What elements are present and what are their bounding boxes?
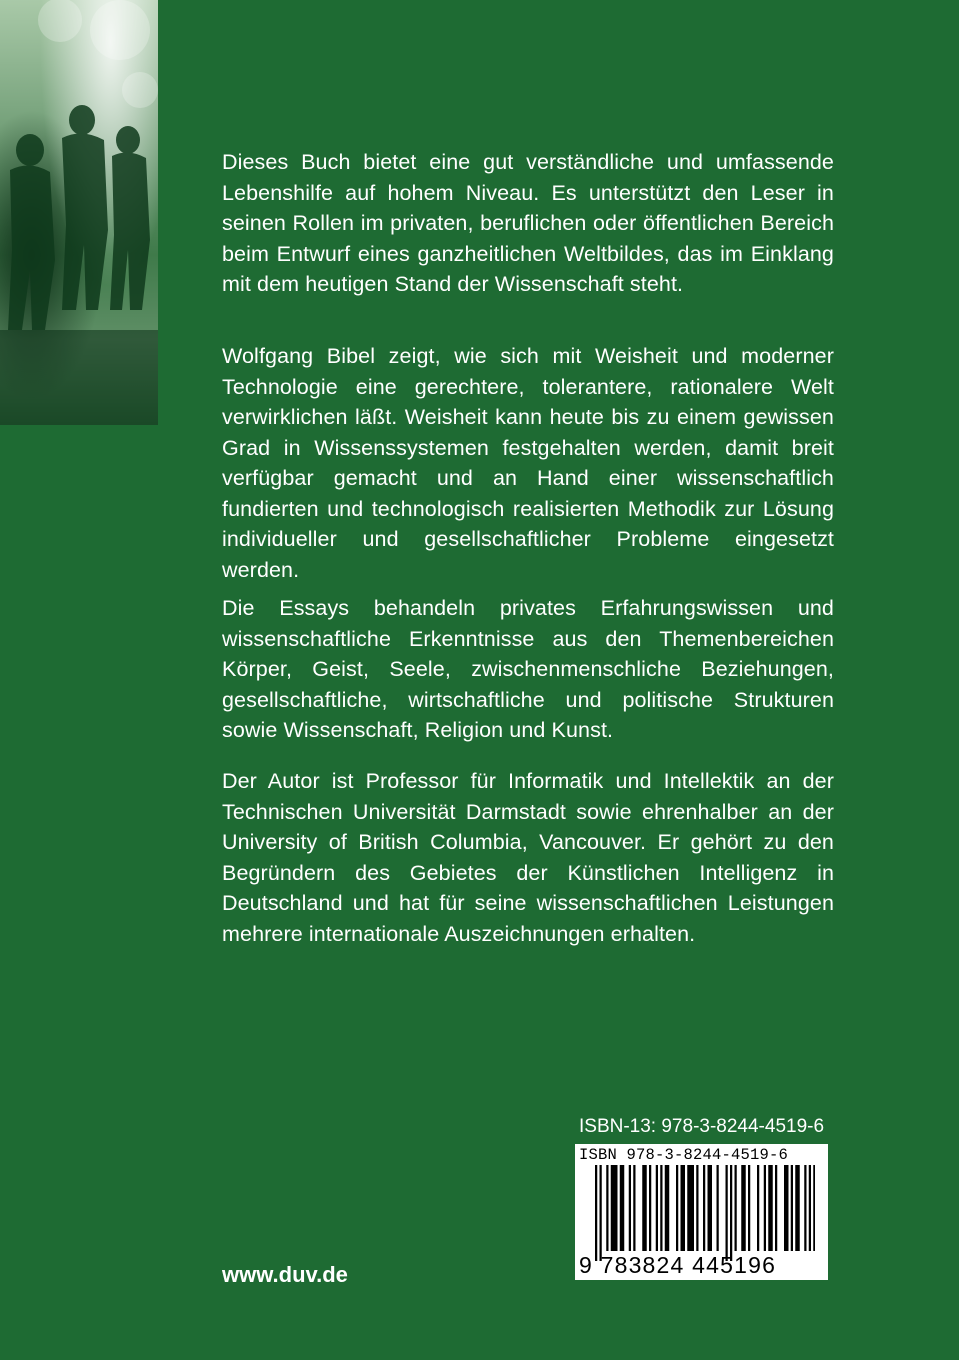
barcode-bars-image bbox=[595, 1165, 815, 1265]
barcode-isbn-text: ISBN 978-3-8244-4519-6 bbox=[579, 1146, 789, 1164]
barcode-digits: 9 783824 445196 bbox=[579, 1252, 777, 1278]
isbn-label: ISBN-13: 978-3-8244-4519-6 bbox=[579, 1116, 825, 1137]
author-bio-paragraph: Der Autor ist Professor für Informatik und Intellektik an der Technischen Universität Darmstadt sowie ehrenhalber an der University of British Columbia, Vancouver. Er gehört zu den Begründern des Gebietes der Künstlichen Intelligenz in Deutschland und hat für seine wissenschaftlichen Leistungen mehrere internationale Auszeichnungen erhalten. bbox=[222, 769, 834, 946]
description-paragraph-1: Dieses Buch bietet eine gut verständliche und umfassende Lebenshilfe auf hohem Niveau. Es unterstützt den Leser in seinen Rollen im privaten, beruflichen oder öffentlichen Bereich beim Entwurf eines ganzheitlichen Weltbildes, das im Einklang mit dem heutigen Stand der Wissenschaft steht. bbox=[222, 150, 834, 296]
barcode bbox=[575, 1144, 828, 1280]
description-paragraph-3: Die Essays behandeln privates Erfahrungswissen und wissenschaftliche Erkenntnisse aus den Themenbereichen Körper, Geist, Seele, zwischenmenschliche Beziehungen, gesellschaftliche, wirtschaftliche und politische Strukturen sowie Wissenschaft, Religion und Kunst. bbox=[222, 596, 834, 742]
description-paragraph-2: Wolfgang Bibel zeigt, wie sich mit Weisheit und moderner Technologie eine gerechtere, tolerantere, rationalere Welt verwirklichen läßt. Weisheit kann heute bis zu einem gewissen Grad in Wissenssystemen festgehalten werden, damit breit verfügbar gemacht und an Hand einer wissenschaftlich fundierten und technologisch realisierten Methodik zur Lösung individueller und gesellschaftlicher Probleme eingesetzt werden. bbox=[222, 344, 834, 582]
website-link[interactable]: www.duv.de bbox=[222, 1262, 348, 1287]
people-silhouette-image bbox=[0, 0, 158, 425]
cover-photo bbox=[0, 0, 158, 425]
